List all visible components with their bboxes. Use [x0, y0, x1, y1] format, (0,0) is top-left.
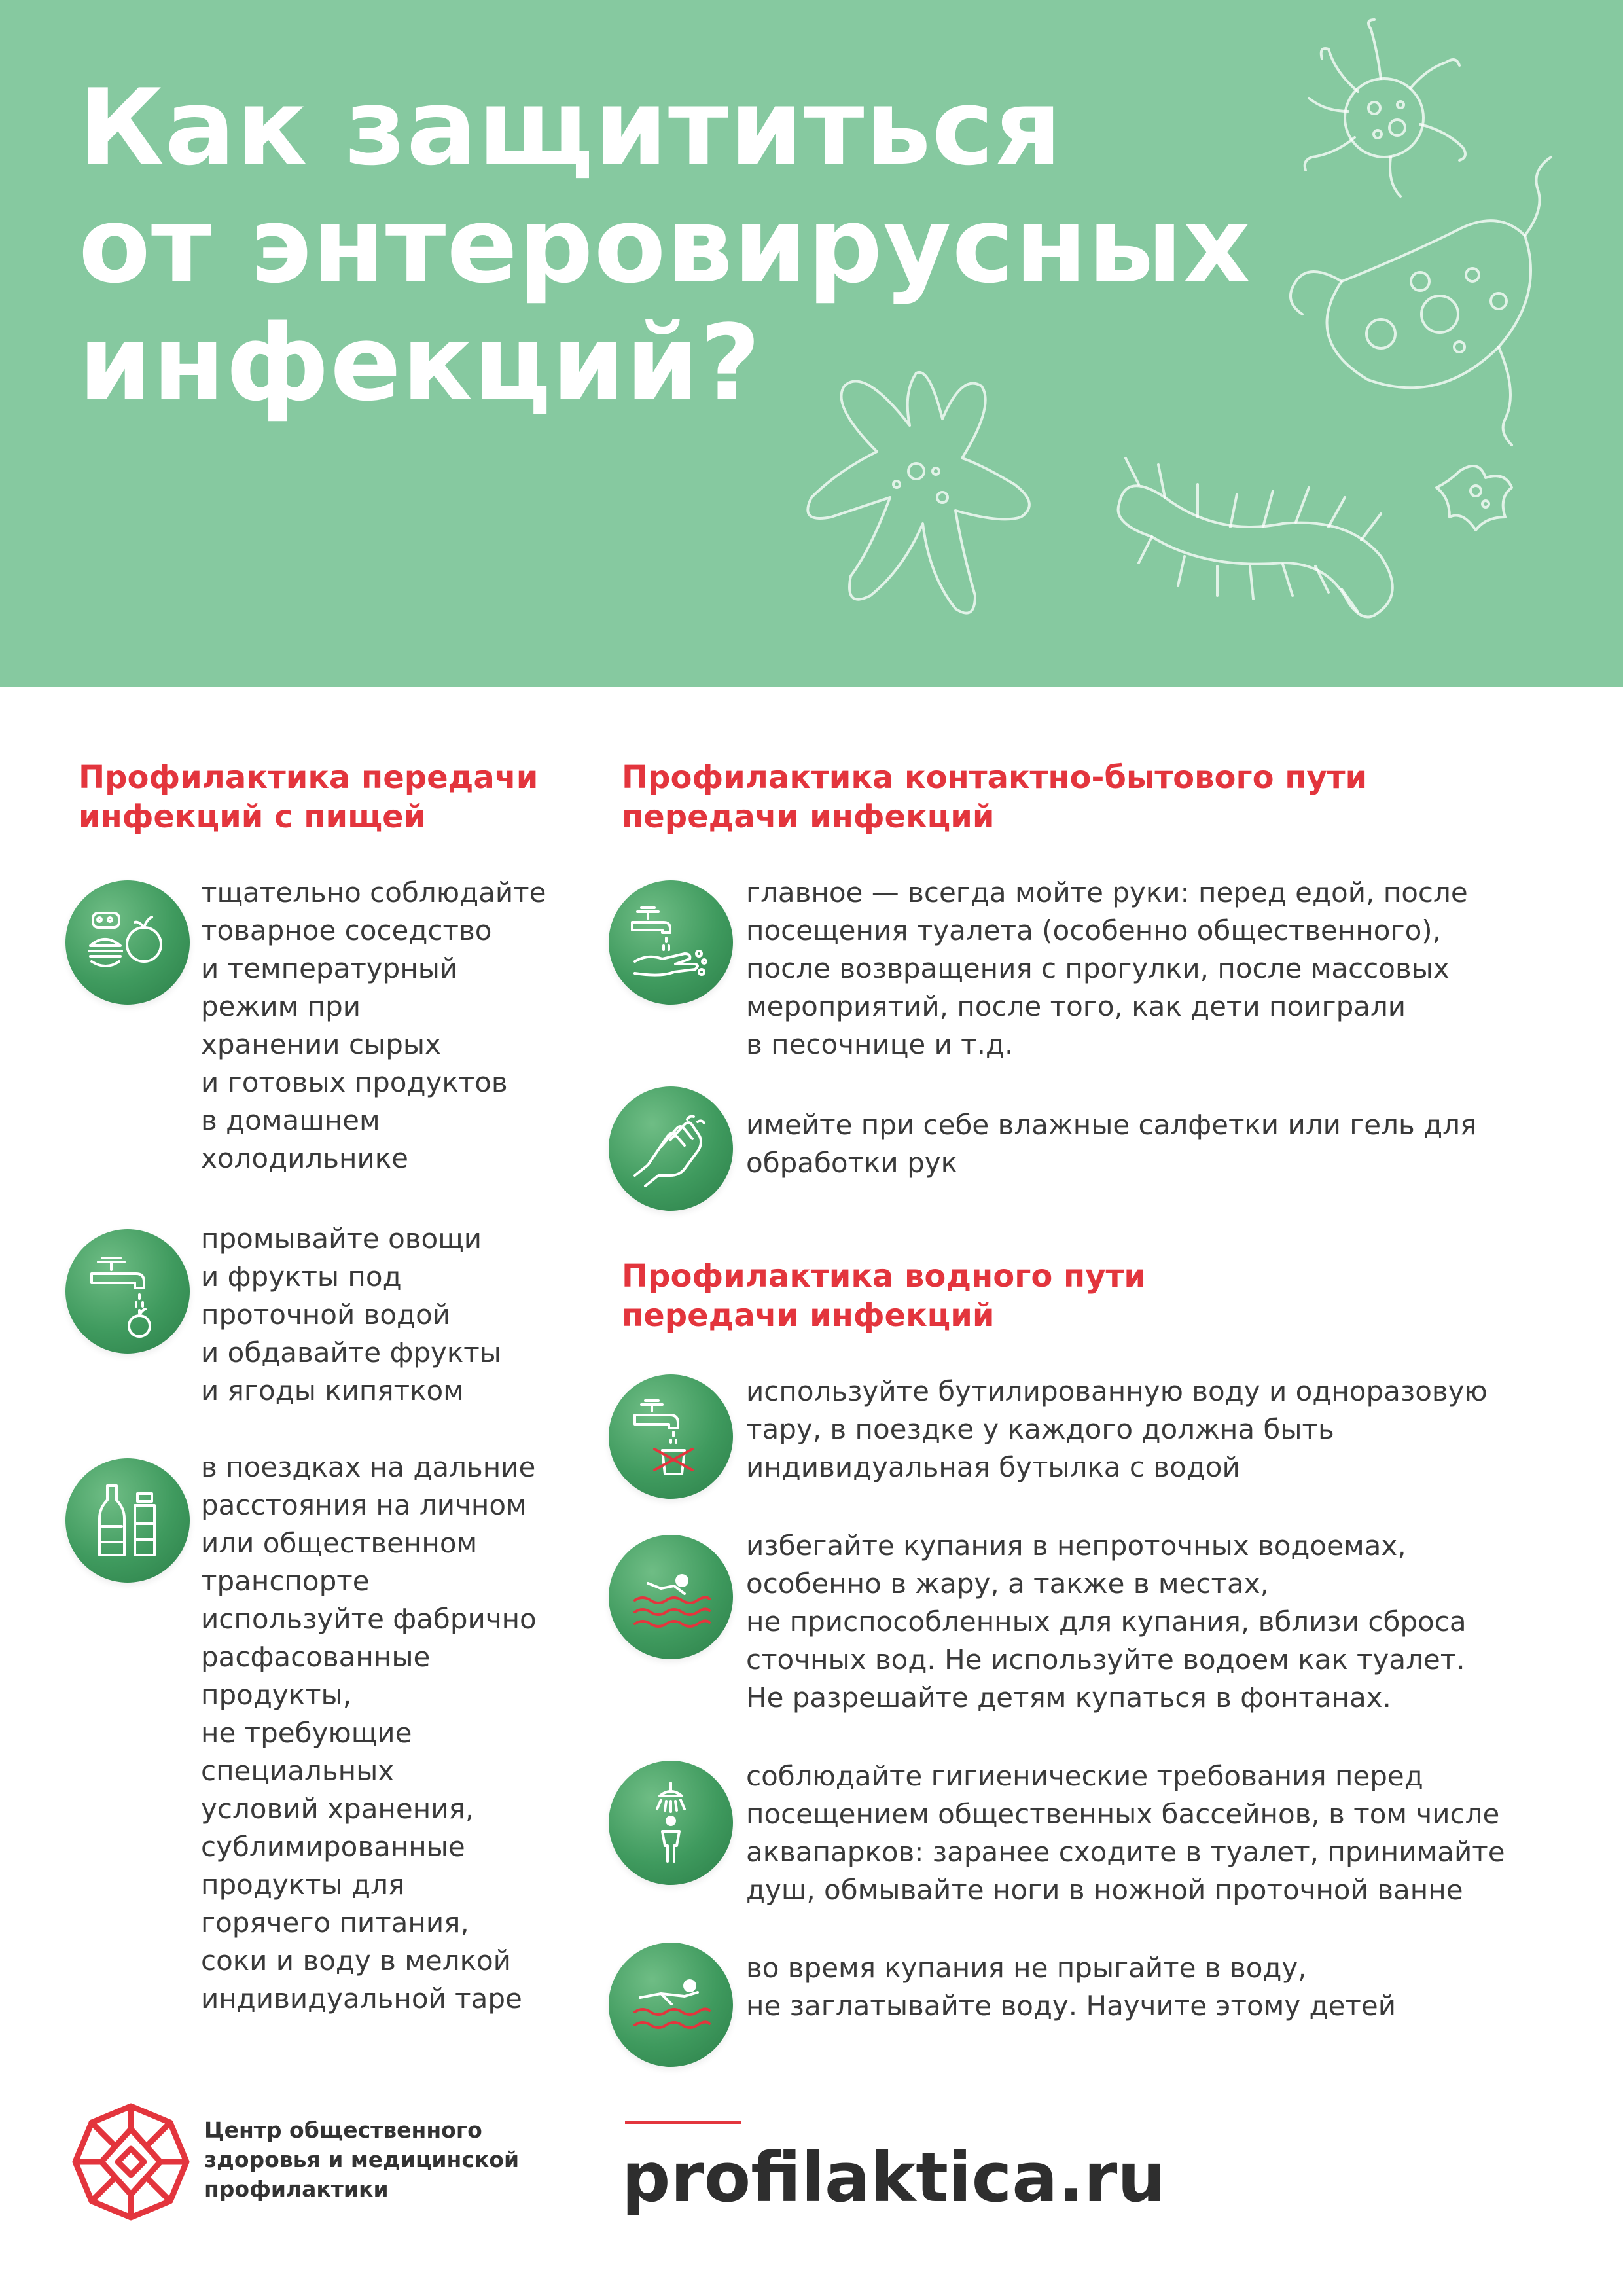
- text-line: главное — всегда мойте руки: перед едой, после: [746, 876, 1468, 908]
- site-accent-line: [625, 2121, 741, 2124]
- text-line: и температурный: [201, 952, 458, 984]
- text-line: специальных: [201, 1755, 395, 1787]
- text-line: и готовых продуктов: [201, 1066, 508, 1098]
- text-line: продукты,: [201, 1679, 352, 1711]
- text-line: посещения туалета (особенно общественного),: [746, 914, 1441, 946]
- text-line: промывайте овощи: [201, 1223, 482, 1255]
- text-line: аквапарков: заранее сходите в туалет, принимайте: [746, 1836, 1505, 1868]
- section-title-line: Профилактика водного пути: [622, 1258, 1146, 1295]
- text-line: во время купания не прыгайте в воду,: [746, 1952, 1307, 1984]
- spirillum-illustration-icon: [1118, 458, 1393, 617]
- title-line: Как защититься: [79, 66, 1063, 188]
- text-line: душ, обмывайте ноги в ножной проточной ванне: [746, 1874, 1463, 1906]
- text-line: продукты для: [201, 1869, 405, 1901]
- text-line: Не разрешайте детям купаться в фонтанах.: [746, 1681, 1391, 1713]
- text-line: и ягоды кипятком: [201, 1374, 464, 1407]
- section-title-line: Профилактика контактно-бытового пути: [622, 759, 1368, 796]
- text-line: проточной водой: [201, 1299, 451, 1331]
- text-line: в домашнем: [201, 1104, 380, 1136]
- text-line: индивидуальной таре: [201, 1982, 522, 2015]
- text-line: горячего питания,: [201, 1907, 469, 1939]
- swimmer-waves-icon: [609, 1535, 733, 1659]
- bottles-icon: [65, 1458, 190, 1583]
- text-line: или общественном: [201, 1527, 478, 1559]
- section-title-line: инфекций с пищей: [79, 798, 426, 835]
- title-line: инфекций?: [79, 302, 762, 424]
- text-line: расфасованные: [201, 1641, 431, 1673]
- text-line: и фрукты под: [201, 1261, 402, 1293]
- section-title-line: передачи инфекций: [622, 1297, 995, 1334]
- text-line: в песочнице и т.д.: [746, 1028, 1014, 1060]
- text-line: и обдавайте фрукты: [201, 1336, 501, 1369]
- text-line: соблюдайте гигиенические требования перед: [746, 1760, 1423, 1792]
- wash-fruit-icon: [65, 1229, 190, 1354]
- sanitizer-text: [746, 1106, 1476, 1182]
- text-line: не заглатывайте воду. Научите этому детей: [746, 1990, 1397, 2022]
- text-line: режим при: [201, 990, 361, 1022]
- text-line: соки и воду в мелкой: [201, 1945, 511, 1977]
- section-title-line: передачи инфекций: [622, 798, 995, 835]
- text-line: после возвращения с прогулки, после массовых: [746, 952, 1450, 984]
- hand-washing-icon: [609, 880, 733, 1005]
- text-line: транспорте: [201, 1565, 370, 1597]
- text-line: имейте при себе влажные салфетки или гель для: [746, 1109, 1477, 1141]
- pool-hygiene-text: [746, 1757, 1505, 1909]
- no-tap-water-icon: [609, 1374, 733, 1499]
- text-line: посещением общественных бассейнов, в том числе: [746, 1798, 1500, 1830]
- wash-item-text: [201, 1220, 501, 1410]
- section-title-line: Профилактика передачи: [79, 759, 539, 796]
- food-item-text: [201, 874, 546, 1177]
- text-line: холодильнике: [201, 1142, 408, 1174]
- hand-sanitizer-icon: [609, 1086, 733, 1211]
- text-line: обработки рук: [746, 1147, 957, 1179]
- org-name-line: здоровья и медицинской: [204, 2147, 520, 2172]
- food-storage-icon: [65, 880, 190, 1005]
- text-line: сточных вод. Не используйте водоем как туалет.: [746, 1643, 1465, 1676]
- text-line: используйте бутилированную воду и одноразовую: [746, 1375, 1488, 1407]
- bottled-water-text: [746, 1372, 1488, 1486]
- diving-swimmer-icon: [609, 1943, 733, 2067]
- text-line: особенно в жару, а также в местах,: [746, 1568, 1269, 1600]
- org-logo-icon: [69, 2100, 193, 2224]
- text-line: товарное соседство: [201, 914, 492, 946]
- org-name-line: профилактики: [204, 2176, 389, 2202]
- virus-illustration-icon: [1305, 20, 1465, 196]
- text-line: в поездках на дальние: [201, 1451, 536, 1483]
- header-banner: [0, 0, 1623, 687]
- section-title-contact: [622, 758, 1367, 836]
- text-line: условий хранения,: [201, 1793, 474, 1825]
- swimming-places-text: [746, 1527, 1467, 1717]
- text-line: индивидуальная бутылка с водой: [746, 1451, 1240, 1483]
- no-diving-text: [746, 1949, 1396, 2025]
- shower-icon: [609, 1761, 733, 1885]
- text-line: сублимированные: [201, 1831, 465, 1863]
- section-title-water: [622, 1257, 1146, 1335]
- org-name: [204, 2115, 519, 2204]
- text-line: тщательно соблюдайте: [201, 876, 546, 908]
- small-microbe-illustration-icon: [1436, 466, 1512, 530]
- text-line: используйте фабрично: [201, 1603, 537, 1635]
- title-line: от энтеровирусных: [79, 184, 1251, 306]
- text-line: избегайте купания в непроточных водоемах,: [746, 1530, 1406, 1562]
- page-title: [79, 66, 1251, 424]
- bacterium-illustration-icon: [1291, 157, 1551, 445]
- text-line: не приспособленных для купания, вблизи сброса: [746, 1605, 1467, 1638]
- text-line: мероприятий, после того, как дети поиграли: [746, 990, 1406, 1022]
- org-name-line: Центр общественного: [204, 2117, 482, 2143]
- hand-washing-text: [746, 874, 1468, 1064]
- transport-item-text: [201, 1448, 537, 2018]
- text-line: расстояния на личном: [201, 1489, 527, 1521]
- text-line: хранении сырых: [201, 1028, 441, 1060]
- site-link[interactable]: profilaktica.ru: [622, 2138, 1166, 2217]
- text-line: тару, в поездке у каждого должна быть: [746, 1413, 1334, 1445]
- section-title-food: [79, 758, 538, 836]
- text-line: не требующие: [201, 1717, 412, 1749]
